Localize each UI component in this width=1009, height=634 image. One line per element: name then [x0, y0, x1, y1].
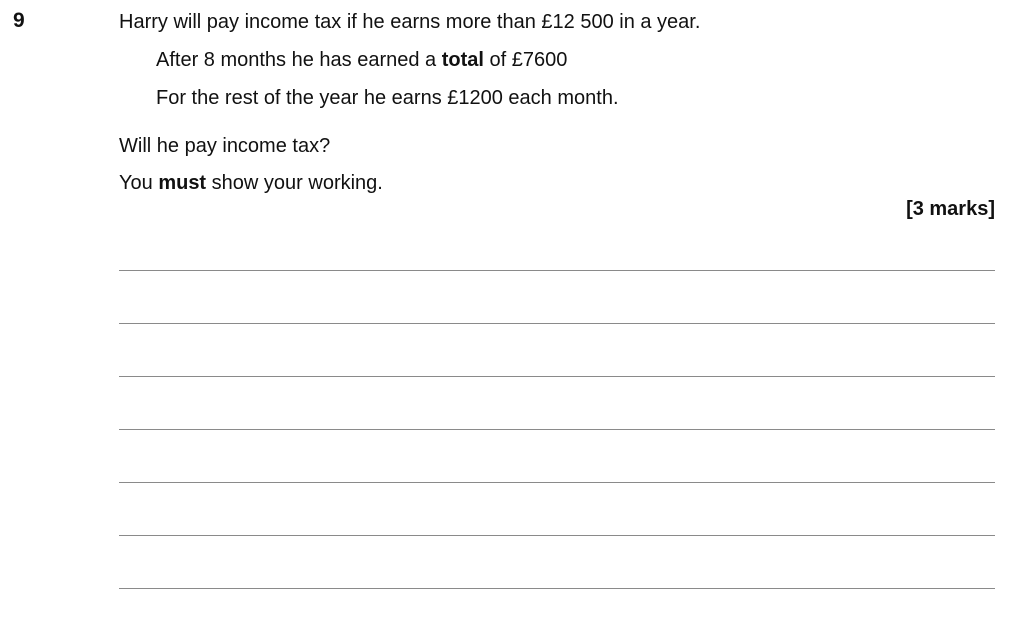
- line-2-bold-word: total: [441, 49, 484, 71]
- instruction-after: show your working.: [206, 172, 383, 194]
- line-2-before: After 8 months he has earned a: [156, 49, 442, 71]
- answer-line[interactable]: [119, 482, 995, 483]
- instruction-bold-word: must: [158, 172, 207, 194]
- answer-line[interactable]: [119, 270, 995, 271]
- working-instruction: [119, 171, 383, 195]
- answer-line[interactable]: [119, 429, 995, 430]
- line-2-after: of £7600: [483, 49, 568, 71]
- instruction-before: You: [119, 172, 159, 194]
- answer-line[interactable]: [119, 588, 995, 589]
- question-prompt: Will he pay income tax?: [119, 135, 331, 157]
- answer-line[interactable]: [119, 376, 995, 377]
- answer-line[interactable]: [119, 535, 995, 536]
- answer-line[interactable]: [119, 323, 995, 324]
- question-number: 9: [13, 9, 25, 32]
- question-text-line-1: Harry will pay income tax if he earns more than £12 500 in a year.: [119, 11, 701, 33]
- question-text-line-2: [156, 48, 567, 72]
- marks-label: [3 marks]: [906, 198, 995, 220]
- question-text-line-3: For the rest of the year he earns £1200 each month.: [156, 87, 619, 109]
